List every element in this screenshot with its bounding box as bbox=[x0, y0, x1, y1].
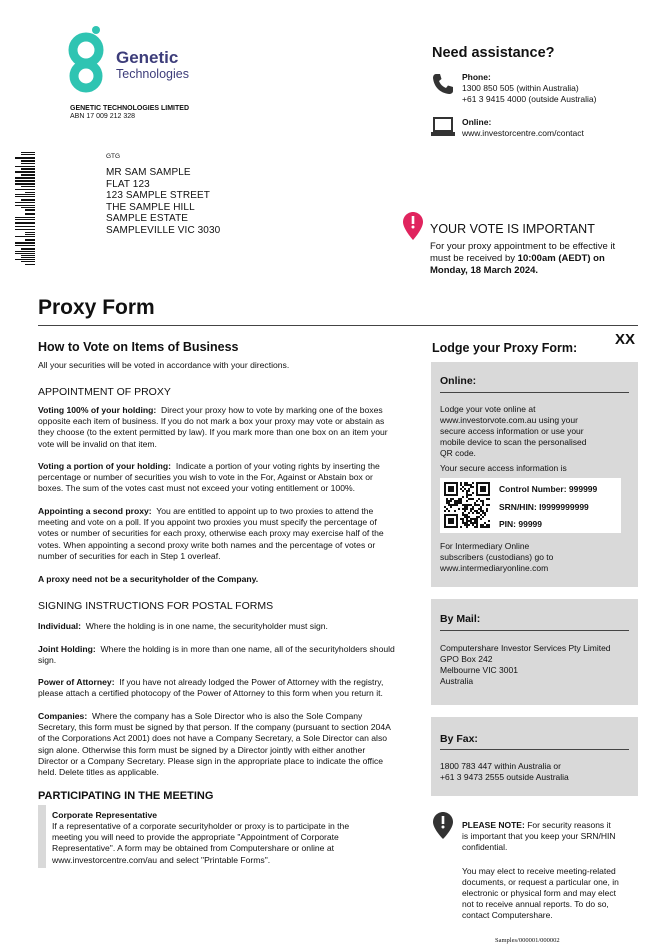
online-panel-heading: Online: bbox=[440, 375, 477, 387]
participating-heading: PARTICIPATING IN THE MEETING bbox=[38, 790, 214, 802]
panel-line: confidential. bbox=[462, 842, 508, 852]
paragraph-line: If a representative of a corporate securityholder or proxy is to participate in the bbox=[52, 821, 350, 831]
elect-documents-note bbox=[462, 866, 637, 921]
alert-pin-icon bbox=[403, 212, 423, 240]
voting-100-label: Voting 100% of your holding: bbox=[38, 405, 157, 415]
title-divider bbox=[38, 325, 638, 326]
address-line: SAMPLE ESTATE bbox=[106, 213, 189, 224]
panel-line: Australia bbox=[440, 676, 474, 686]
panel-line: mobile device to scan the personalised bbox=[440, 437, 587, 447]
paragraph-line: Where the company has a Sole Director who is also the Sole Company bbox=[91, 711, 363, 721]
panel-line: subscribers (custodians) go to bbox=[440, 552, 554, 562]
paragraph-line: sign alone. Otherwise this form must be signed by a Director jointly with either another bbox=[38, 744, 366, 755]
panel-line: electronic or physical form and may elect bbox=[462, 888, 617, 898]
need-assistance-heading: Need assistance? bbox=[432, 45, 555, 61]
companies-paragraph bbox=[38, 711, 418, 778]
intermediary-info bbox=[440, 541, 630, 574]
mail-address bbox=[440, 643, 635, 687]
paragraph-line: Where the holding is in one name, the securityholder must sign. bbox=[85, 621, 328, 631]
individual-label: Individual: bbox=[38, 621, 81, 631]
address-line: FLAT 123 bbox=[106, 178, 150, 190]
panel-line[interactable]: www.intermediaryonline.com bbox=[440, 563, 549, 573]
panel-line: You may elect to receive meeting-related bbox=[462, 866, 616, 876]
panel-line: documents, or request a particular one, in bbox=[462, 877, 619, 887]
vote-notice-line1: For your proxy appointment to be effective it bbox=[430, 241, 616, 252]
paragraph-line: You are entitled to appoint up to two proxies to attend the bbox=[156, 506, 374, 516]
corp-rep-sidebar bbox=[38, 805, 46, 868]
paragraph-line: Representative". A form may be obtained from Computershare or online at bbox=[52, 843, 335, 854]
company-abn: ABN 17 009 212 328 bbox=[70, 113, 135, 120]
paragraph-line: of the Corporations Act 2001) does not have a Company Secretary, a Sole Director can also bbox=[38, 733, 388, 744]
paragraph-line: Secretary, this form must be signed by that person. If the company (pursuant to section 204A bbox=[38, 722, 391, 733]
phone-label: Phone: bbox=[462, 72, 491, 82]
address-line: SAMPLEVILLE VIC 3030 bbox=[106, 224, 221, 236]
srn-hin: SRN/HIN: I9999999999 bbox=[499, 502, 589, 512]
power-of-attorney-label: Power of Attorney: bbox=[38, 677, 115, 687]
companies-label: Companies: bbox=[38, 711, 88, 721]
footer-sample-id: Samples/000001/000002 bbox=[495, 937, 560, 944]
address-line: THE SAMPLE HILL bbox=[106, 201, 195, 213]
voting-portion-paragraph bbox=[38, 461, 418, 495]
paragraph-line: meeting and vote on a poll. If you appoint two proxies you must specify the percentage of bbox=[38, 517, 377, 528]
genetic-technologies-logo-icon bbox=[66, 24, 114, 94]
postal-barcode bbox=[15, 152, 35, 265]
fax-numbers bbox=[440, 761, 635, 783]
contact-url[interactable]: www.investorcentre.com/contact bbox=[462, 128, 584, 138]
paragraph-line: votes. When appointing a second proxy write both names and the percentage of votes or bbox=[38, 539, 376, 550]
mail-panel-divider bbox=[440, 630, 629, 631]
second-proxy-paragraph bbox=[38, 506, 418, 562]
paragraph-line: sign. bbox=[38, 655, 57, 666]
paragraph-line: number of securities for each in Step 1 overleaf. bbox=[38, 550, 221, 561]
please-note-label: PLEASE NOTE: bbox=[462, 820, 525, 830]
paragraph-line: vote will be invalid on that item. bbox=[38, 438, 157, 449]
panel-line: secure access information or use your bbox=[440, 426, 584, 436]
logo-word-genetic: Genetic bbox=[116, 48, 179, 67]
lodge-heading: Lodge your Proxy Form: bbox=[432, 341, 578, 355]
access-info-text: Your secure access information is bbox=[440, 463, 567, 473]
paragraph-line: please attach a certified photocopy of the Power of Attorney to this form when you return it. bbox=[38, 688, 383, 699]
panel-line: GPO Box 242 bbox=[440, 654, 493, 664]
paragraph-line: held. Delete titles as applicable. bbox=[38, 767, 159, 778]
paragraph-line: meeting you will need to provide the appropriate "Appointment of Corporate bbox=[52, 832, 339, 843]
individual-paragraph bbox=[38, 621, 418, 632]
panel-line: 1800 783 447 within Australia or bbox=[440, 761, 561, 771]
company-name: GENETIC TECHNOLOGIES LIMITED bbox=[70, 105, 190, 112]
panel-line: Melbourne VIC 3001 bbox=[440, 665, 518, 675]
joint-holding-label: Joint Holding: bbox=[38, 644, 96, 654]
panel-line: Computershare Investor Services Pty Limited bbox=[440, 643, 611, 653]
fax-panel bbox=[431, 717, 638, 796]
paragraph-line: Director or a Company Secretary. Please sign in the appropriate place to indicate the office bbox=[38, 755, 384, 766]
paragraph-line: they choose (to the extent permitted by law). If you mark more than one box on an item your bbox=[38, 427, 388, 438]
corp-rep-paragraph bbox=[52, 821, 422, 866]
online-label: Online: bbox=[462, 117, 492, 127]
paragraph-line: www.investorcentre.com/au and select "Printable Forms". bbox=[52, 854, 271, 865]
logo-word-technologies: Technologies bbox=[116, 67, 189, 81]
security-note bbox=[462, 820, 637, 853]
panel-line: not to receive annual reports. To do so, bbox=[462, 899, 609, 909]
paragraph-line: Where the holding is in more than one name, all of the securityholders should bbox=[100, 644, 395, 654]
vote-notice-line2 bbox=[430, 253, 605, 265]
mailing-code: GTG bbox=[106, 153, 121, 160]
panel-line: For security reasons it bbox=[527, 820, 611, 830]
appointment-heading: APPOINTMENT OF PROXY bbox=[38, 386, 171, 398]
online-panel-divider bbox=[440, 392, 629, 393]
second-proxy-label: Appointing a second proxy: bbox=[38, 506, 152, 516]
paragraph-line: votes or number of securities for each proxy, otherwise each proxy may exercise half of the bbox=[38, 528, 384, 539]
panel-line: contact Computershare. bbox=[462, 910, 553, 920]
paragraph-line: Direct your proxy how to vote by marking one of the boxes bbox=[161, 405, 383, 415]
joint-holding-paragraph bbox=[38, 644, 418, 666]
online-instructions bbox=[440, 404, 630, 459]
address-line: MR SAM SAMPLE bbox=[106, 167, 191, 178]
laptop-icon bbox=[431, 117, 455, 137]
voting-portion-label: Voting a portion of your holding: bbox=[38, 461, 172, 471]
corp-rep-heading: Corporate Representative bbox=[52, 810, 158, 820]
paragraph-line: percentage or number of securities you wish to vote in the For, Against or Abstain box or bbox=[38, 472, 373, 483]
fax-panel-heading: By Fax: bbox=[440, 733, 478, 745]
panel-line[interactable]: www.investorvote.com.au using your bbox=[440, 415, 578, 425]
panel-line: For Intermediary Online bbox=[440, 541, 530, 551]
control-number: Control Number: 999999 bbox=[499, 484, 598, 494]
panel-line: QR code. bbox=[440, 448, 476, 458]
page-title: Proxy Form bbox=[38, 296, 155, 319]
phone-number-international: +61 3 9415 4000 (outside Australia) bbox=[462, 93, 597, 104]
panel-line: is important that you keep your SRN/HIN bbox=[462, 831, 616, 841]
paragraph-line: If you have not already lodged the Power of Attorney with the registry, bbox=[119, 677, 384, 687]
signing-heading: SIGNING INSTRUCTIONS FOR POSTAL FORMS bbox=[38, 600, 274, 612]
panel-line: Lodge your vote online at bbox=[440, 404, 536, 414]
voting-100-paragraph bbox=[38, 405, 418, 450]
info-pin-icon bbox=[433, 812, 453, 839]
phone-number-australia: 1300 850 505 (within Australia) bbox=[462, 83, 579, 93]
deadline-date: Monday, 18 March 2024. bbox=[430, 265, 539, 276]
power-of-attorney-paragraph bbox=[38, 677, 418, 699]
mailing-address bbox=[106, 167, 220, 236]
fax-panel-divider bbox=[440, 749, 629, 750]
phone-icon bbox=[431, 72, 455, 96]
form-marker: XX bbox=[615, 331, 636, 348]
pin: PIN: 99999 bbox=[499, 519, 542, 529]
qr-code-icon[interactable] bbox=[444, 482, 490, 528]
panel-line: +61 3 9473 2555 outside Australia bbox=[440, 772, 569, 782]
paragraph-line: Indicate a portion of your voting rights by inserting the bbox=[175, 461, 380, 471]
deadline-time: 10:00am (AEDT) on bbox=[517, 253, 605, 264]
vote-important-heading: YOUR VOTE IS IMPORTANT bbox=[430, 222, 595, 236]
mail-panel-heading: By Mail: bbox=[440, 613, 481, 625]
how-to-vote-heading: How to Vote on Items of Business bbox=[38, 340, 239, 354]
how-to-vote-text: All your securities will be voted in accordance with your directions. bbox=[38, 360, 290, 370]
address-line: 123 SAMPLE STREET bbox=[106, 190, 210, 201]
paragraph-line: opposite each item of business. If you do not mark a box your proxy may vote or abstain as bbox=[38, 416, 385, 427]
vote-notice-text: must be received by bbox=[430, 253, 518, 264]
proxy-not-holder-note: A proxy need not be a securityholder of the Company. bbox=[38, 574, 259, 584]
paragraph-line: boxes. The sum of the votes cast must not exceed your voting entitlement or 100%. bbox=[38, 483, 356, 494]
